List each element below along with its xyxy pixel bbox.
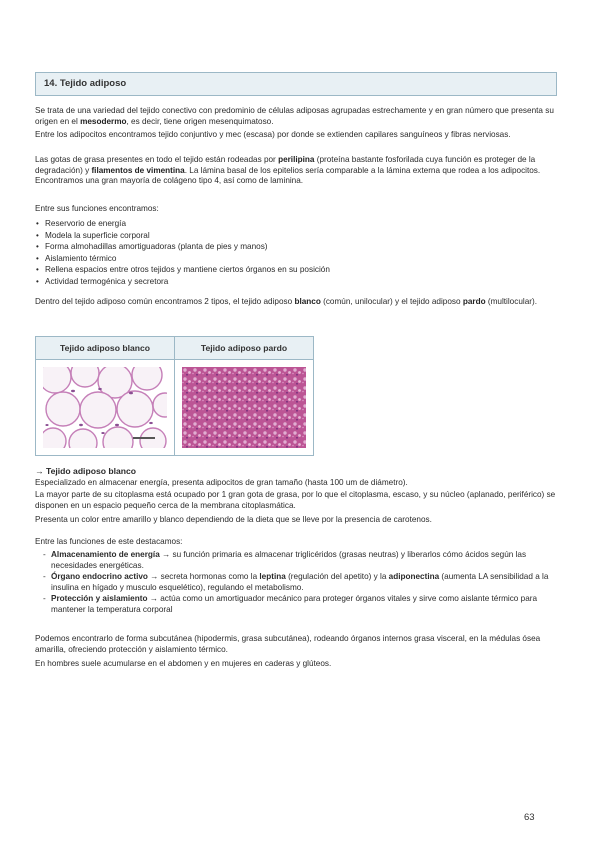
table-header-white: Tejido adiposo blanco [36, 337, 175, 360]
list-item [35, 572, 565, 593]
white-paragraph-1: Especializado en almacenar energía, presenta adipocitos de gran tamaño (hasta 100 um de diámetro). [35, 478, 408, 487]
types-paragraph [35, 297, 561, 308]
intro-paragraph-2: Entre los adipocitos encontramos tejido conjuntivo y mec (escasa) por donde se extienden capilares sanguíneos y fibras nerviosas. [35, 130, 511, 139]
list-item: • Reservorio de energía [35, 218, 330, 230]
white-functions-intro: Entre las funciones de este destacamos: [35, 537, 183, 546]
brown-adipose-cell [175, 360, 314, 456]
types-text: (común, unilocular) y el tejido adiposo [320, 297, 463, 306]
function-text: actúa como un amortiguador mecánico para proteger órganos vitales y sirve como aislante térmico para mantener la temperatura corporal [51, 594, 538, 614]
functions-list [35, 218, 330, 288]
white-paragraph-5: En hombres suele acumularse en el abdomen y en mujeres en caderas y glúteos. [35, 659, 332, 668]
term-adiponectina: adiponectina [388, 572, 440, 582]
section-header [35, 72, 557, 96]
page-number: 63 [524, 812, 535, 823]
types-text: (multilocular). [485, 297, 537, 306]
white-adipose-cell [36, 360, 175, 456]
list-item: • Actividad termogénica y secretora [35, 276, 330, 288]
term-mesodermo: mesodermo [80, 116, 127, 126]
table-header-brown: Tejido adiposo pardo [175, 337, 314, 360]
term-pardo: pardo [462, 297, 486, 306]
intro-text: , es decir, tiene origen mesenquimatoso. [126, 116, 274, 126]
white-paragraph-3: Presenta un color entre amarillo y blanco dependiendo de la dieta que se lleve por la presencia de carotenos. [35, 515, 432, 524]
intro-text: Las gotas de grasa presentes en todo el tejido están rodeadas por [35, 155, 279, 164]
intro-text: (proteína bastante fosforilada cuya función es proteger de la degradación) y [35, 155, 536, 175]
function-title: Órgano endocrino activo → [51, 572, 159, 582]
tissue-image-table [35, 336, 314, 456]
intro-text: Se trata de una variedad del tejido conectivo con predominio de células adiposas agrupadas estrechamente y en gran número que presenta su origen en el [35, 106, 554, 126]
white-paragraph-2: La mayor parte de su citoplasma está ocupado por 1 gran gota de grasa, por lo que el citoplasma, escaso, y su núcleo (aplanado, periférico) se disponen en un espacio pequeño cerca de la membrana citoplasmática. [35, 490, 556, 510]
section-title: 14. Tejido adiposo [44, 78, 127, 89]
term-blanco: blanco [294, 297, 321, 306]
white-adipose-micrograph [43, 367, 167, 448]
list-item [35, 594, 565, 615]
list-item [35, 550, 565, 571]
types-text: Dentro del tejido adiposo común encontramos 2 tipos, el tejido adiposo [35, 297, 295, 306]
function-title: Almacenamiento de energía → [51, 550, 171, 559]
white-adipose-heading: → Tejido adiposo blanco [35, 466, 137, 476]
term-perilipina: perilipina [278, 155, 315, 164]
function-text: (aumenta LA sensibilidad a la insulina en hígado y musculo esquelético), regulando el metabolismo. [51, 572, 549, 592]
function-title: Protección y aislamiento → [51, 594, 158, 604]
white-functions-list [35, 550, 565, 617]
brown-adipose-micrograph [182, 367, 306, 448]
list-item: • Rellena espacios entre otros tejidos y mantiene ciertos órganos en su posición [35, 264, 330, 276]
function-text: secreta hormonas como la [158, 572, 260, 582]
list-item: • Aislamiento térmico [35, 253, 330, 265]
function-text: (regulación del apetito) y la [285, 572, 389, 582]
white-paragraph-4: Podemos encontrarlo de forma subcutánea (hipodermis, grasa subcutánea), rodeando órganos internos grasa visceral, en la médulas ósea amarilla, ofreciendo protección y aislamiento térmico. [35, 634, 541, 654]
term-vimentina: filamentos de vimentina [91, 165, 185, 175]
term-leptina: leptina [259, 572, 286, 582]
intro-paragraph-3 [35, 155, 561, 187]
function-text: su función primaria es almacenar triglicéridos (grasas neutras) y liberarlos cómo ácidos según las necesidades energéticas. [51, 550, 527, 570]
list-item: • Modela la superficie corporal [35, 230, 330, 242]
functions-intro: Entre sus funciones encontramos: [35, 204, 159, 213]
intro-paragraph-1 [35, 106, 561, 127]
list-item: • Forma almohadillas amortiguadoras (planta de pies y manos) [35, 241, 330, 253]
intro-text: . La lámina basal de los epitelios sería comparable a la lámina externa que rodea a los adipocitos. Encontramos una gran mayoría de colágeno tipo 4, así como de laminina. [35, 165, 541, 186]
